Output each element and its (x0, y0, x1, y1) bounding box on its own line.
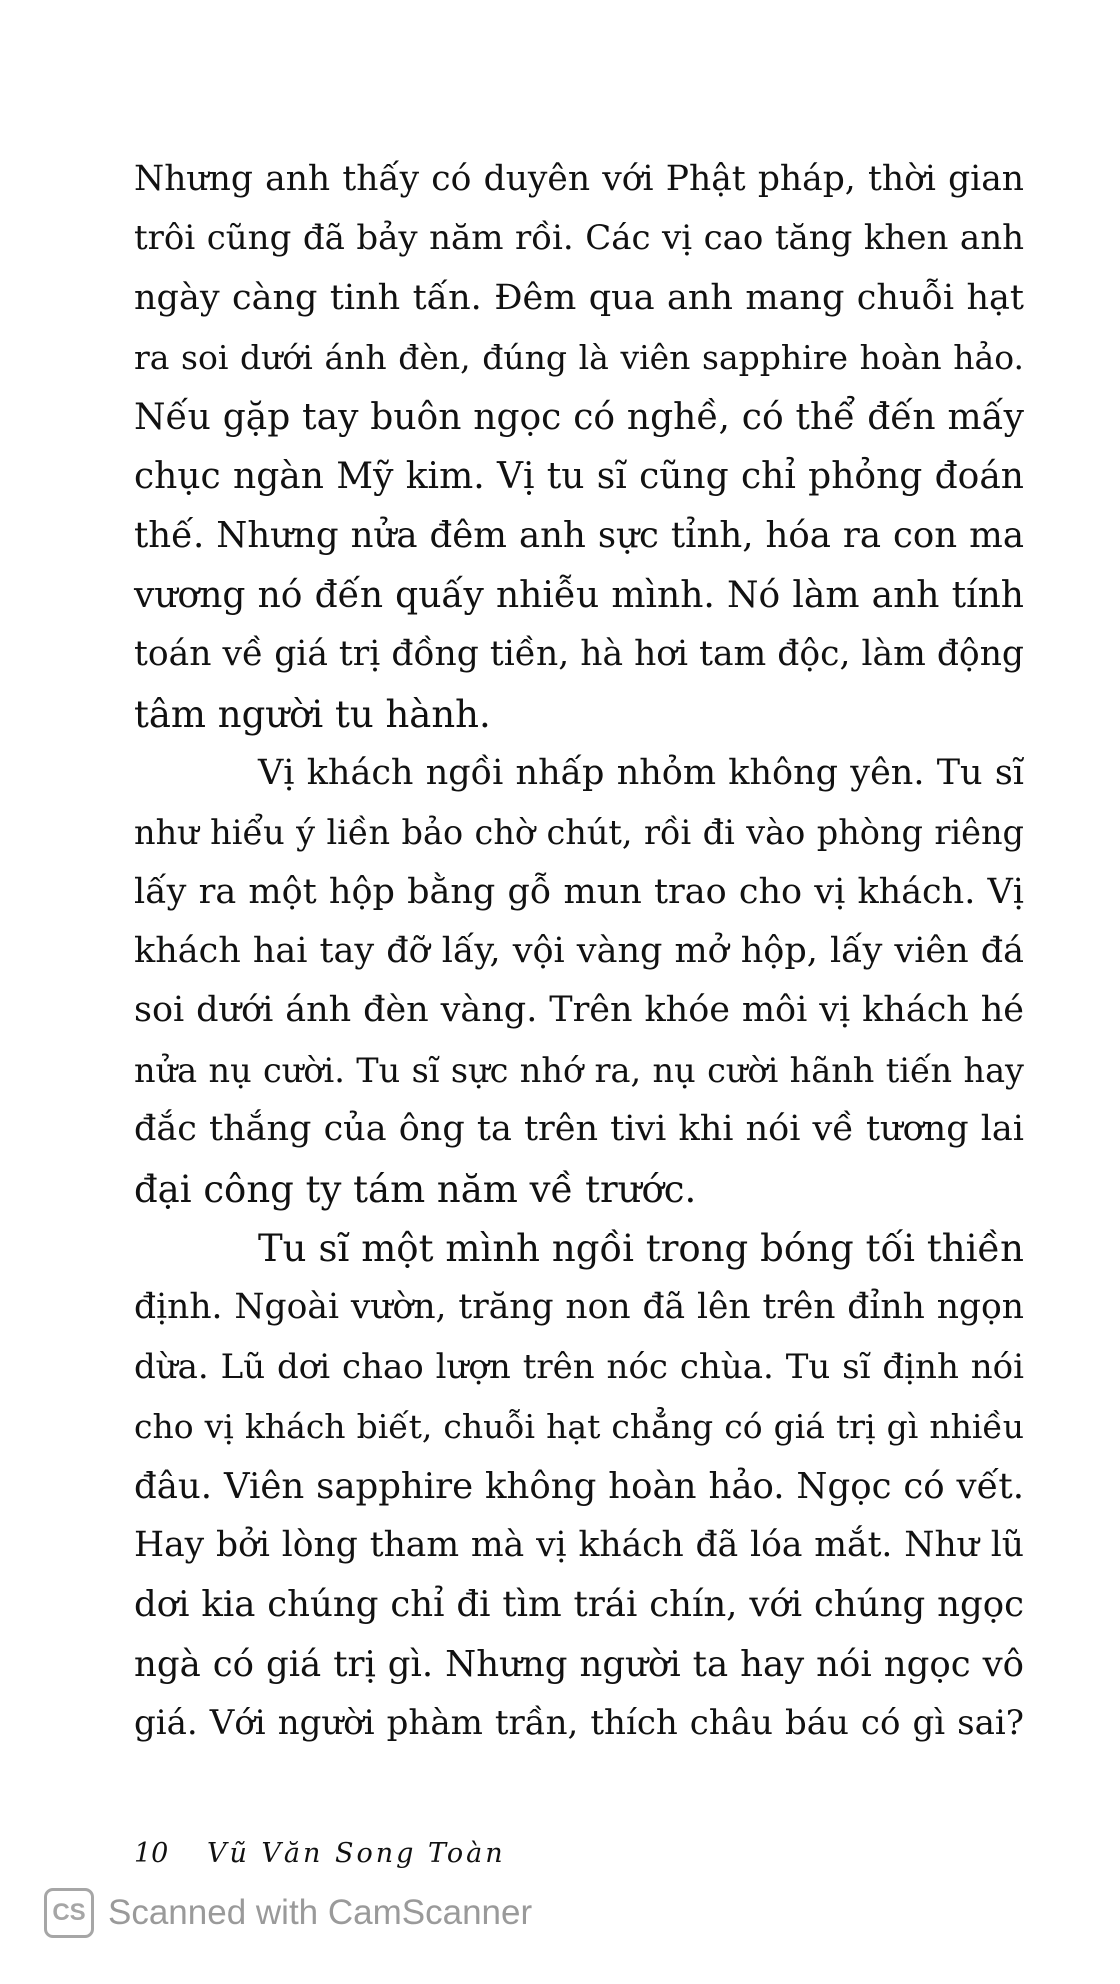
body-text (134, 150, 1024, 1754)
text-line: Nếu gặp tay buôn ngọc có nghề, có thể đến mấy (134, 396, 1024, 438)
text-line: ngày càng tinh tấn. Đêm qua anh mang chuỗi hạt (134, 277, 1024, 318)
author-name: Vũ Văn Song Toàn (206, 1838, 506, 1869)
text-line: Vị khách ngồi nhấp nhỏm không yên. Tu sĩ (258, 752, 1024, 793)
text-line: đắc thắng của ông ta trên tivi khi nói về tương lai (134, 1109, 1024, 1150)
text-line: thế. Nhưng nửa đêm anh sực tỉnh, hóa ra con ma (134, 515, 1024, 557)
page-number: 10 (134, 1838, 169, 1869)
text-line: khách hai tay đỡ lấy, vội vàng mở hộp, lấy viên đá (134, 931, 1024, 972)
text-line: Hay bởi lòng tham mà vị khách đã lóa mắt. Như lũ (134, 1524, 1024, 1565)
text-line: cho vị khách biết, chuỗi hạt chẳng có giá trị gì nhiều (134, 1407, 1024, 1447)
text-line: ngà có giá trị gì. Nhưng người ta hay nói ngọc vô (134, 1643, 1024, 1685)
text-line: định. Ngoài vườn, trăng non đã lên trên đỉnh ngọn (134, 1287, 1024, 1328)
text-line: giá. Với người phàm trần, thích châu báu có gì sai? (134, 1703, 1024, 1744)
text-line: chục ngàn Mỹ kim. Vị tu sĩ cũng chỉ phỏng đoán (134, 455, 1024, 497)
text-line: trôi cũng đã bảy năm rồi. Các vị cao tăng khen anh (134, 218, 1024, 259)
text-line: đâu. Viên sapphire không hoàn hảo. Ngọc có vết. (134, 1465, 1024, 1507)
text-line: tâm người tu hành. (134, 692, 491, 736)
camscanner-watermark (44, 1888, 532, 1938)
text-line: lấy ra một hộp bằng gỗ mun trao cho vị khách. Vị (134, 871, 1024, 912)
watermark-text: Scanned with CamScanner (108, 1893, 533, 1932)
text-line: Tu sĩ một mình ngồi trong bóng tối thiền (258, 1227, 1024, 1271)
camscanner-logo-icon: CS (44, 1888, 94, 1938)
text-line: như hiểu ý liền bảo chờ chút, rồi đi vào phòng riêng (134, 813, 1024, 853)
text-line: dừa. Lũ dơi chao lượn trên nóc chùa. Tu sĩ định nói (134, 1346, 1024, 1387)
text-line: ra soi dưới ánh đèn, đúng là viên sapphire hoàn hảo. (134, 338, 1024, 378)
page-footer (134, 1838, 506, 1869)
text-line: đại công ty tám năm về trước. (134, 1167, 697, 1211)
text-line: toán về giá trị đồng tiền, hà hơi tam độc, làm động (134, 634, 1024, 675)
text-line: dơi kia chúng chỉ đi tìm trái chín, với chúng ngọc (134, 1584, 1024, 1626)
text-line: Nhưng anh thấy có duyên với Phật pháp, thời gian (134, 159, 1024, 199)
text-line: soi dưới ánh đèn vàng. Trên khóe môi vị khách hé (134, 990, 1024, 1031)
text-line: nửa nụ cười. Tu sĩ sực nhớ ra, nụ cười hãnh tiến hay (134, 1050, 1024, 1090)
text-line: vương nó đến quấy nhiễu mình. Nó làm anh tính (134, 574, 1024, 616)
